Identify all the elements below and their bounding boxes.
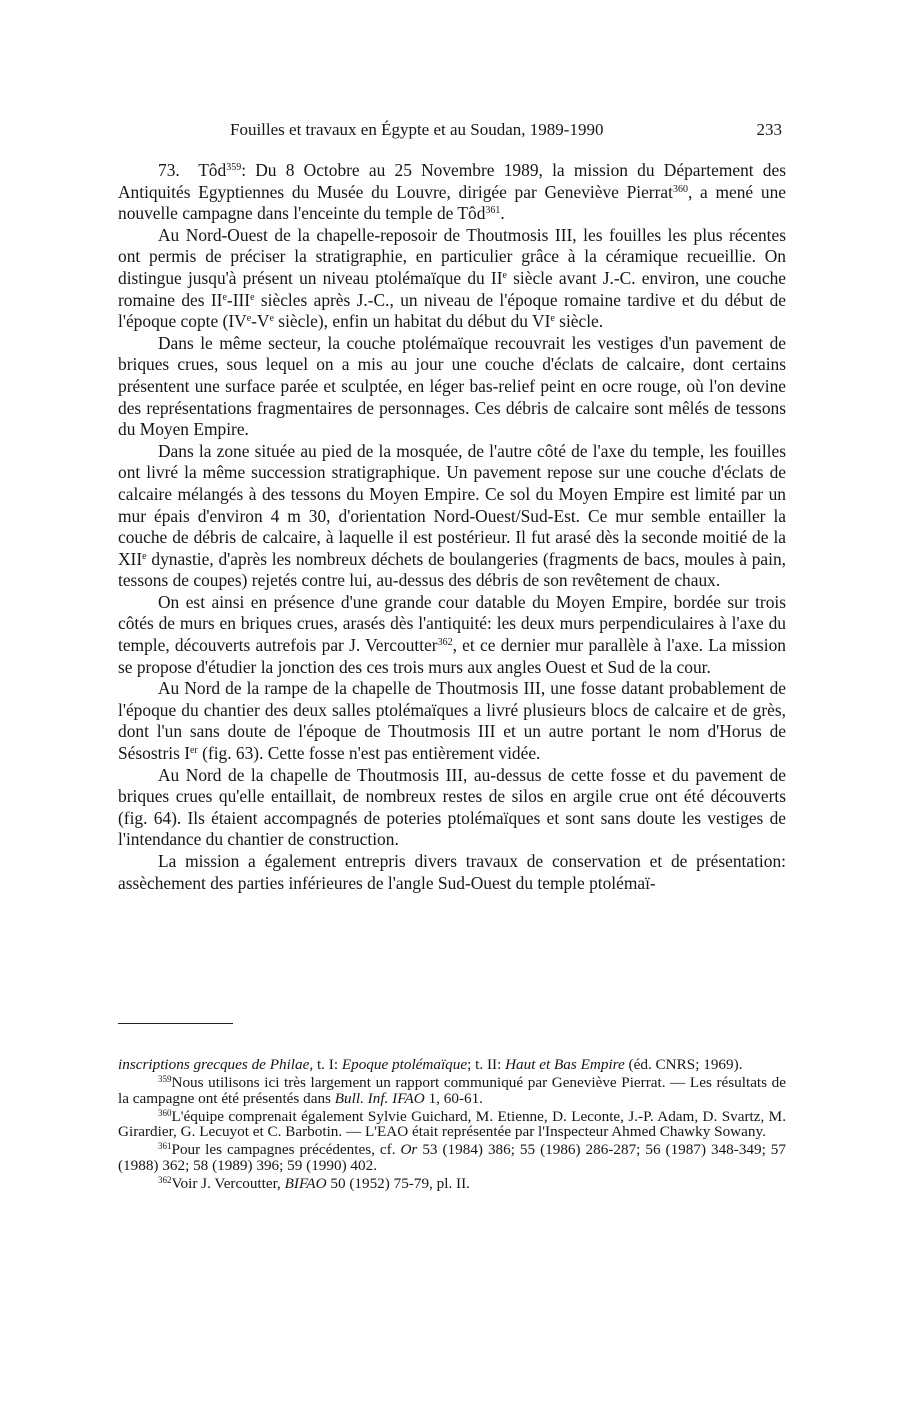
- superscript: e: [550, 313, 555, 325]
- footnote-separator: [118, 1023, 233, 1024]
- footnotes: [118, 1057, 786, 1194]
- superscript: e: [269, 313, 274, 325]
- paragraph-conservation: La mission a également entrepris divers travaux de conservation et de présentation: assèchement des parties inférieures de l'angle Sud-Ouest du temple ptolémaï-: [118, 851, 786, 893]
- text-run: , a mené une nouvelle campagne dans l'enceinte du temple de Tôd: [118, 181, 786, 224]
- text-run: siècle avant J.-C. environ, une couche romaine des II: [118, 267, 786, 310]
- text-run: Voir J. Vercoutter,: [171, 1175, 285, 1193]
- paragraph-stratigraphy: [118, 225, 786, 333]
- running-title: Fouilles et travaux en Égypte et au Soudan, 1989-1990: [230, 120, 604, 139]
- footnote-number: 360: [158, 1107, 172, 1118]
- paragraph-ramp-pit: [118, 678, 786, 764]
- paragraph-court: [118, 592, 786, 678]
- footnote-361: [118, 1142, 786, 1173]
- italic-run: Bull. Inf. IFAO: [334, 1089, 425, 1107]
- text-run: 50 (1952) 75-79, pl. II.: [326, 1175, 470, 1193]
- superscript: e: [502, 269, 507, 281]
- footnote-number: 359: [158, 1074, 172, 1085]
- text-run: : Du 8 Octobre au 25 Novembre 1989, la mission du Département des Antiquités Egyptiennes du Musée du Louvre, dirigée par Geneviève Pierrat: [118, 160, 786, 202]
- site-name: Tôd: [198, 160, 227, 180]
- superscript: e: [250, 291, 255, 303]
- italic-run: BIFAO: [284, 1175, 327, 1193]
- superscript: er: [189, 745, 198, 757]
- text-run: On est ainsi en présence d'une grande cour datable du Moyen Empire, bordée sur trois côtés de murs en briques crues, arasés dès l'antiquité: les deux murs perpendiculaires à l'axe du temple, découverts autrefois par J. Vercoutter: [118, 591, 786, 656]
- text-run: Pour les campagnes précédentes, cf.: [171, 1141, 401, 1159]
- italic-run: Epoque ptolémaïque: [341, 1056, 468, 1073]
- paragraph-pavement: Dans le même secteur, la couche ptolémaïque recouvrait les vestiges d'un pavement de briques crues, sous lequel on a mis au jour une couche d'éclats de calcaire, dont certains présentent une surface parée et sculptée, en léger bas-relief peint en ocre rouge, où l'on devine des représentations fragmentaires de personnages. Ces débris de calcaire sont mêlés de tessons du Moyen Empire.: [118, 332, 786, 440]
- text-run: , et ce dernier mur parallèle à l'axe. La mission se propose d'étudier la jonction des ces trois murs aux angles Ouest et Sud de la cour.: [118, 635, 786, 677]
- footnote-continuation: [118, 1057, 786, 1072]
- superscript: e: [142, 550, 147, 562]
- text-run: siècles après J.-C., un niveau de l'époque romaine tardive et du début de l'époque copte (IV: [118, 289, 786, 332]
- paragraph-tod-intro: [118, 160, 786, 225]
- footnote-359: [118, 1075, 786, 1106]
- text-run: Au Nord de la rampe de la chapelle de Thoutmosis III, une fosse datant probablement de l'époque du chantier des deux salles ptolémaïques a livré plusieurs blocs de calcaire et de grès, dont l'un sans doute de l'époque de Thoutmosis III et un autre portant le nom d'Horus de Sésostris I: [118, 678, 786, 764]
- text-run: 1, 60-61.: [424, 1089, 483, 1107]
- text-run: , t. I:: [309, 1056, 342, 1073]
- footnote-362: [118, 1176, 786, 1191]
- running-header: [118, 120, 786, 142]
- footnote-360: [118, 1109, 786, 1140]
- text-run: L'équipe comprenait également Sylvie Guichard, M. Etienne, D. Leconte, J.-P. Adam, D. Svartz, M. Girardier, G. Lecuyot et C. Barbotin. — L'EAO était représentée par l'Inspecteur Ahmed Chawky Sowany.: [118, 1107, 786, 1141]
- section-number: 73.: [158, 160, 180, 180]
- superscript: e: [222, 291, 227, 303]
- footnote-ref: 362: [437, 637, 453, 649]
- page-number: 233: [756, 120, 782, 139]
- text-run: siècle.: [554, 311, 604, 332]
- text-run: ; t. II:: [467, 1056, 506, 1073]
- text-run: Dans la zone située au pied de la mosquée, de l'autre côté de l'axe du temple, les fouilles ont livré la même succession stratigraphique. Un pavement repose sur une couche d'éclats de calcaire mélangés à des tessons du Moyen Empire. Ce sol du Moyen Empire est limité par un mur épais d'environ 4 m 30, d'orientation Nord-Ouest/Sud-Est. Ce mur semble entailler la couche de débris de calcaire, à laquelle il est postérieur. Il fut arasé dès la seconde moitié de la XII: [118, 440, 786, 569]
- italic-run: Haut et Bas Empire: [505, 1056, 625, 1073]
- text-run: -III: [226, 289, 251, 310]
- main-text: [118, 160, 786, 894]
- footnote-ref: 359: [226, 162, 242, 173]
- footnote-ref: 360: [672, 183, 688, 195]
- superscript: e: [246, 313, 252, 325]
- text-run: Au Nord-Ouest de la chapelle-reposoir de Thoutmosis III, les fouilles les plus récentes ont permis de préciser la stratigraphie, en particulier grâce à la céramique recueillie. On distingue jusqu'à présent un niveau ptolémaïque du II: [118, 224, 786, 288]
- text-run: 53 (1984) 386; 55 (1986) 286-287; 56 (1987) 348-349; 57 (1988) 362; 58 (1989) 396; 59 (1990) 402.: [118, 1141, 786, 1174]
- paragraph-silos: Au Nord de la chapelle de Thoutmosis III, au-dessus de cette fosse et du pavement de briques crues qu'elle entaillait, de nombreux restes de silos en argile crue ont été découverts (fig. 64). Ils étaient accompagnés de poteries ptolémaïques et sont sans doute les vestiges de l'intendance du chantier de construction.: [118, 764, 786, 850]
- text-run: .: [500, 203, 505, 224]
- italic-run: inscriptions grecques de Philae: [118, 1056, 310, 1073]
- paragraph-mosque-zone: [118, 441, 786, 592]
- footnote-number: 361: [158, 1141, 172, 1152]
- text-run: Nous utilisons ici très largement un rapport communiqué par Geneviève Pierrat. — Les résultats de la campagne ont été présentés dans: [118, 1074, 786, 1107]
- text-run: -V: [251, 311, 270, 332]
- text-run: dynastie, d'après les nombreux déchets de boulangeries (fragments de bacs, moules à pain, tessons de coupes) rejetés contre lui, au-dessus des débris de son revêtement de chaux.: [118, 548, 786, 591]
- text-run: (éd. CNRS; 1969).: [624, 1056, 743, 1073]
- text-run: (fig. 63). Cette fosse n'est pas entièrement vidée.: [197, 743, 541, 764]
- footnote-number: 362: [158, 1175, 172, 1186]
- italic-run: Or: [400, 1141, 418, 1159]
- footnote-ref: 361: [485, 205, 501, 217]
- text-run: siècle), enfin un habitat du début du VI: [273, 311, 551, 332]
